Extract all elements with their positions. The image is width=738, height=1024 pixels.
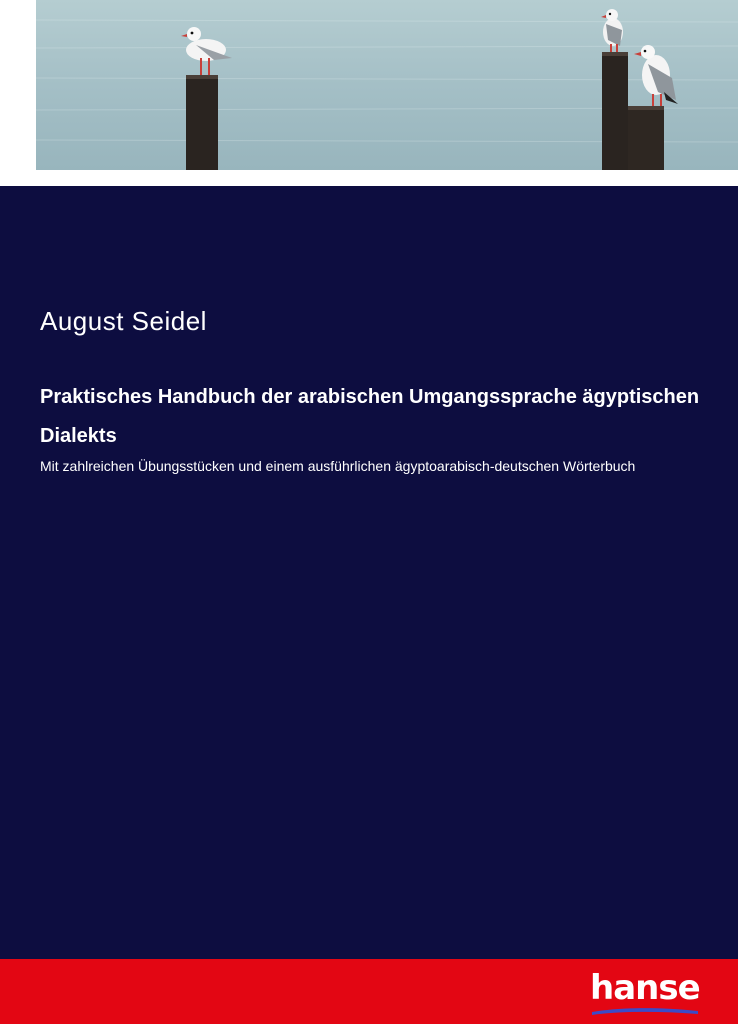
right-short-post — [628, 106, 664, 170]
author-name: August Seidel — [40, 306, 207, 336]
publisher-logo — [590, 966, 710, 1018]
book-subtitle: Mit zahlreichen Übungsstücken und einem ausführlichen ägyptoarabisch-deutschen Wörterbuch — [40, 458, 636, 474]
photo-band — [0, 0, 738, 186]
book-title: Praktisches Handbuch der arabischen Umgangssprache ägyptischen Dialekts — [40, 386, 700, 447]
logo-swoosh-icon — [590, 1006, 700, 1016]
publisher-logo-text: hanse — [590, 968, 700, 1008]
cover-photo — [36, 0, 738, 170]
left-post — [186, 75, 218, 170]
cover-panel — [0, 186, 738, 959]
right-tall-post — [602, 52, 628, 170]
seagulls-photo — [36, 0, 738, 170]
